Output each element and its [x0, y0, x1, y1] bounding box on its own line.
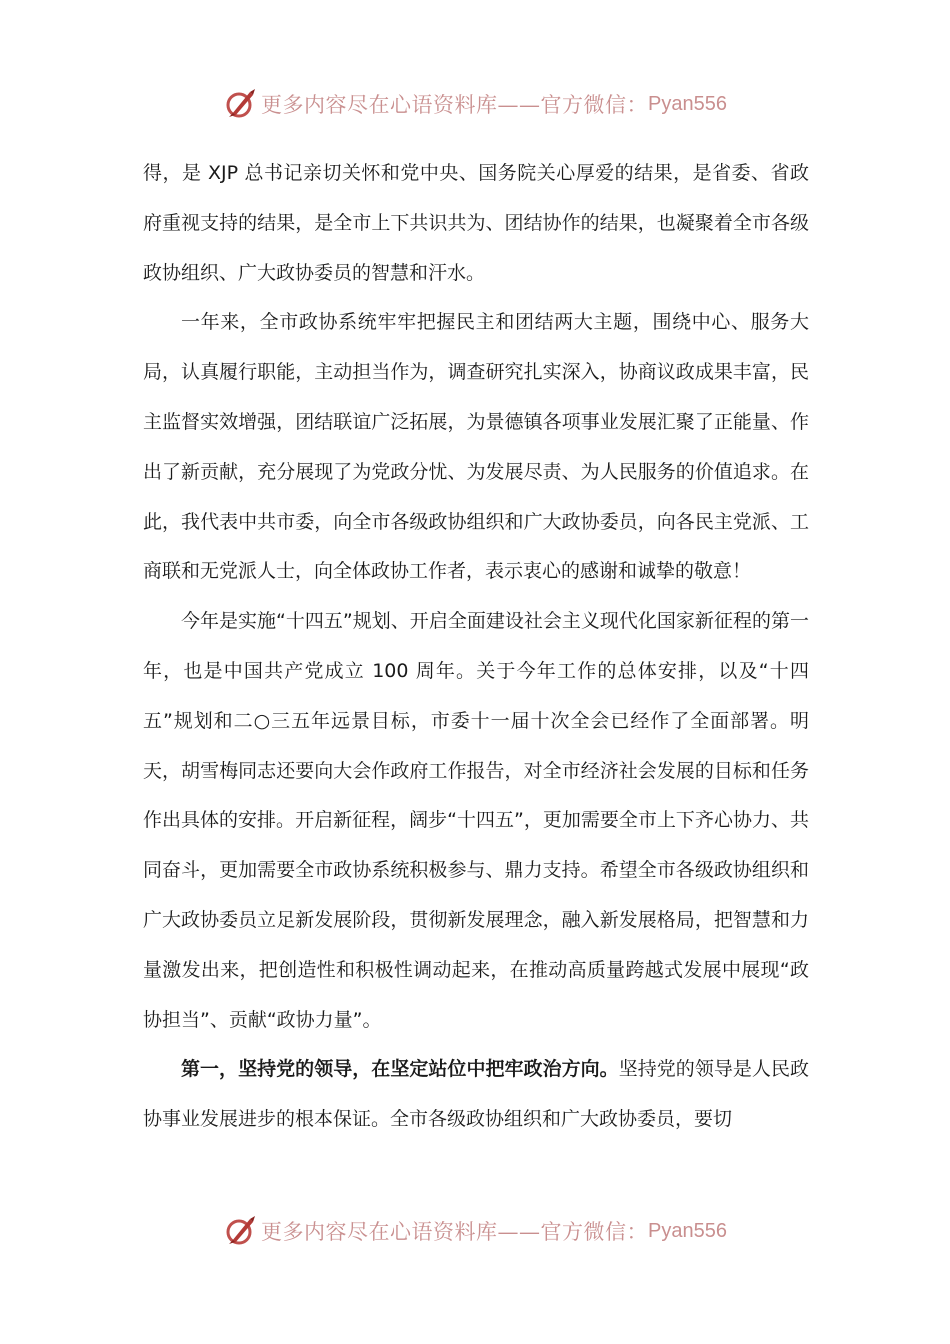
paragraph-1: 得，是 XJP 总书记亲切关怀和党中央、国务院关心厚爱的结果，是省委、省政府重视支持的结果，是全市上下共识共为、团结协作的结果，也凝聚着全市各级政协组织、广大政协委员的智慧和汗水。 — [143, 162, 809, 284]
watermark-text: 更多内容尽在心语资料库——官方微信： — [261, 93, 649, 117]
quill-pen-logo-icon — [223, 1214, 257, 1248]
document-body — [143, 149, 809, 1145]
quill-pen-logo-icon — [223, 87, 257, 121]
paragraph-2: 一年来，全市政协系统牢牢把握民主和团结两大主题，围绕中心、服务大局，认真履行职能，主动担当作为，调查研究扎实深入，协商议政成果丰富，民主监督实效增强，团结联谊广泛拓展，为景德镇各项事业发展汇聚了正能量、作出了新贡献，充分展现了为党政分忧、为发展尽责、为人民服务的价值追求。在此，我代表中共市委，向全市各级政协组织和广大政协委员，向各民主党派、工商联和无党派人士，向全体政协工作者，表示衷心的感谢和诚挚的敬意！ — [143, 311, 809, 583]
paragraph-4 — [143, 1045, 809, 1145]
watermark-header — [0, 84, 950, 124]
paragraph-4-heading: 第一，坚持党的领导，在坚定站位中把牢政治方向。 — [181, 1058, 619, 1081]
watermark-wechat-id: Pyan556 — [648, 92, 727, 115]
paragraph-4-text: 坚持党的领导是人民政协事业发展进步的根本保证。全市各级政协组织和广大政协委员，要切 — [143, 1058, 809, 1131]
watermark-footer — [0, 1211, 950, 1251]
watermark-text: 更多内容尽在心语资料库——官方微信： — [261, 1220, 649, 1244]
watermark-wechat-id: Pyan556 — [648, 1219, 727, 1242]
paragraph-3: 今年是实施“十四五”规划、开启全面建设社会主义现代化国家新征程的第一年，也是中国共产党成立 100 周年。关于今年工作的总体安排，以及“十四五”规划和二○三五年远景目标，市委十一届十次全会已经作了全面部署。明天，胡雪梅同志还要向大会作政府工作报告，对全市经济社会发展的目标和任务作出具体的安排。开启新征程，阔步“十四五”，更加需要全市上下齐心协力、共同奋斗，更加需要全市政协系统积极参与、鼎力支持。希望全市各级政协组织和广大政协委员立足新发展阶段，贯彻新发展理念，融入新发展格局，把智慧和力量激发出来，把创造性和积极性调动起来，在推动高质量跨越式发展中展现“政协担当”、贡献“政协力量”。 — [143, 610, 809, 1031]
